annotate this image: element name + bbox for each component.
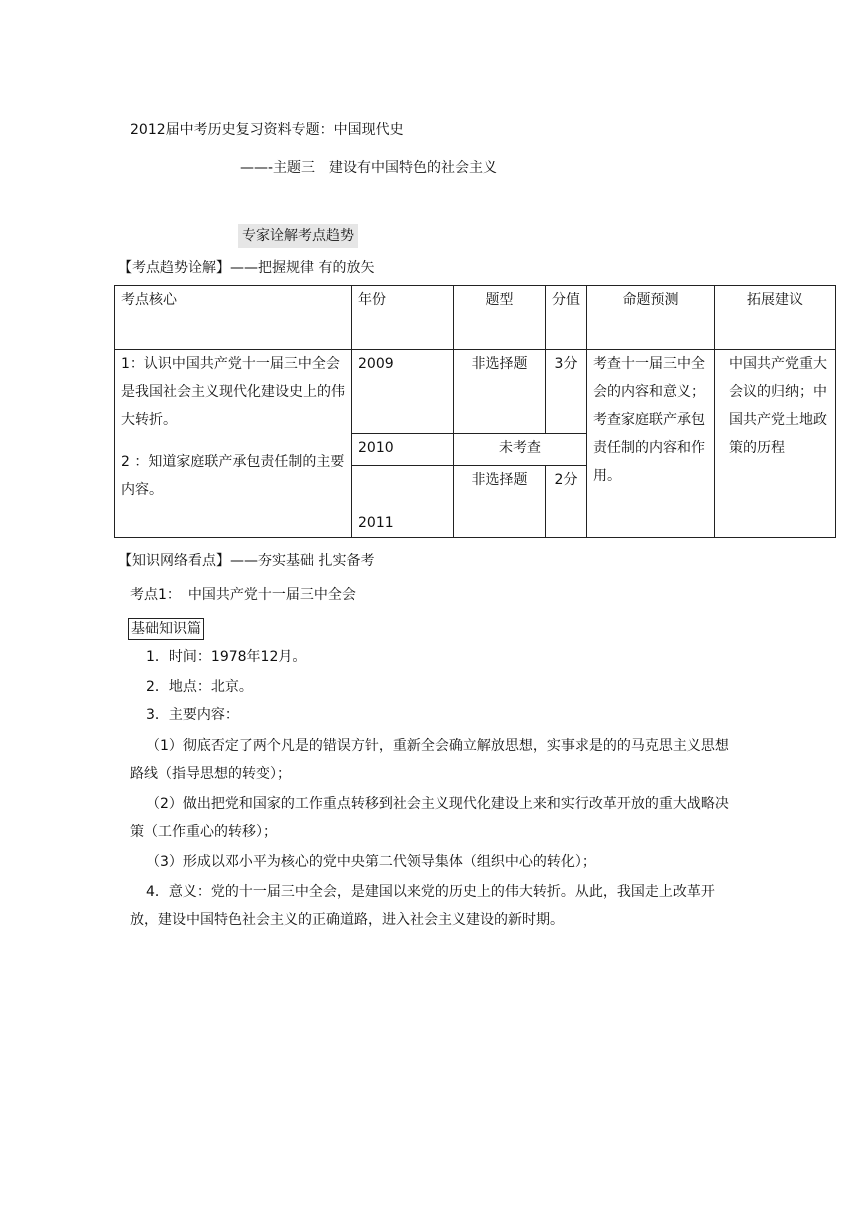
table-header-row bbox=[115, 286, 836, 350]
year-cell: 2009 bbox=[352, 350, 454, 434]
doc-subtitle: ——-主题三 建设有中国特色的社会主义 bbox=[240, 160, 498, 176]
list-item: 3．主要内容： bbox=[146, 707, 239, 723]
table-row bbox=[115, 350, 836, 434]
list-item: 2．地点：北京。 bbox=[146, 679, 253, 695]
prediction-cell: 考查十一届三中全会的内容和意义；考查家庭联产承包责任制的内容和作用。 bbox=[587, 350, 715, 538]
sub-item-2: （2）做出把党和国家的工作重点转移到社会主义现代化建设上来和实行改革开放的重大战略决策（工作重心的转移）； bbox=[130, 796, 729, 840]
sub-item-3: （3）形成以邓小平为核心的党中央第二代领导集体（组织中心的转化）； bbox=[146, 854, 596, 870]
year-cell: 2011 bbox=[352, 466, 454, 538]
header-score: 分值 bbox=[546, 286, 587, 350]
suggestion-cell: 中国共产党重大会议的归纳；中国共产党土地政策的历程 bbox=[715, 350, 836, 538]
header-prediction: 命题预测 bbox=[587, 286, 715, 350]
basics-label: 基础知识篇 bbox=[128, 618, 204, 640]
core-cell bbox=[115, 350, 352, 538]
doc-title: 2012届中考历史复习资料专题：中国现代史 bbox=[130, 122, 404, 138]
year-cell: 2010 bbox=[352, 434, 454, 466]
network-heading: 【知识网络看点】——夯实基础 扎实备考 bbox=[118, 553, 375, 569]
score-cell: 2分 bbox=[546, 466, 587, 538]
header-type: 题型 bbox=[454, 286, 546, 350]
trend-heading: 【考点趋势诠解】——把握规律 有的放矢 bbox=[118, 260, 375, 276]
significance-paragraph: 4．意义：党的十一届三中全会，是建国以来党的历史上的伟大转折。从此，我国走上改革开放，建设中国特色社会主义的正确道路，进入社会主义建设的新时期。 bbox=[130, 884, 715, 928]
type-cell: 未考查 bbox=[454, 434, 587, 466]
list-item: 1．时间：1978年12月。 bbox=[146, 649, 307, 665]
type-cell: 非选择题 bbox=[454, 466, 546, 538]
header-core: 考点核心 bbox=[115, 286, 352, 350]
header-suggestion: 拓展建议 bbox=[715, 286, 836, 350]
point-heading: 考点1： 中国共产党十一届三中全会 bbox=[130, 587, 356, 603]
core-text-2: 2 ：知道家庭联产承包责任制的主要内容。 bbox=[121, 454, 345, 498]
sub-item-1: （1）彻底否定了两个凡是的错误方针，重新全会确立解放思想，实事求是的的马克思主义思想路线（指导思想的转变）； bbox=[130, 738, 729, 782]
header-year: 年份 bbox=[352, 286, 454, 350]
section-heading: 专家诠解考点趋势 bbox=[238, 224, 358, 248]
exam-trend-table bbox=[114, 285, 836, 538]
type-cell: 非选择题 bbox=[454, 350, 546, 434]
score-cell: 3分 bbox=[546, 350, 587, 434]
core-text-1: 1：认识中国共产党十一届三中全会是我国社会主义现代化建设史上的伟大转折。 bbox=[121, 356, 345, 428]
